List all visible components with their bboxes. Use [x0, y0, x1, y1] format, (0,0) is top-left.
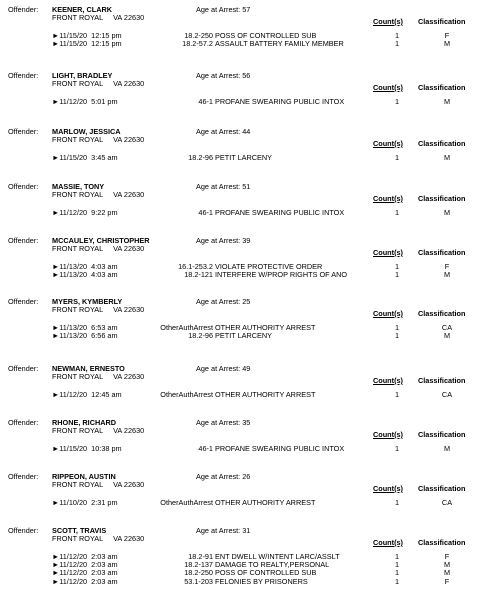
charge-count: 1	[394, 39, 400, 49]
charge-time: 4:03 am	[91, 262, 118, 271]
charge-description: INTERFERE W/PROP RIGHTS OF ANO	[215, 270, 348, 280]
age-at-arrest	[196, 183, 250, 192]
state-zip: VA 22630	[113, 79, 145, 88]
charge-statute: 18.2-57.2	[182, 39, 213, 49]
state-zip: VA 22630	[113, 534, 145, 543]
state-zip: VA 22630	[113, 480, 145, 489]
bullet-arrow-icon: ►	[52, 552, 60, 561]
charge-description: POSS OF CONTROLLED SUB	[215, 31, 317, 40]
charge-statute: 18.2-91	[188, 552, 213, 561]
offender-label: Offender:	[8, 472, 39, 481]
age-value: 49	[242, 364, 251, 373]
charge-date: 11/15/20	[59, 39, 88, 49]
age-at-arrest	[196, 419, 250, 428]
charge-count: 1	[394, 576, 400, 586]
age-label: Age at Arrest:	[196, 71, 241, 80]
charge-datetime	[52, 332, 118, 341]
charge-count: 1	[394, 331, 400, 341]
offender-address	[52, 191, 144, 200]
bullet-arrow-icon: ►	[52, 560, 60, 570]
charge-description: VIOLATE PROTECTIVE ORDER	[215, 262, 323, 271]
charge-description: ENT DWELL W/INTENT LARC/ASSLT	[215, 552, 340, 561]
offender-address	[52, 14, 144, 23]
charge-time: 4:03 am	[91, 270, 118, 280]
age-value: 35	[242, 418, 251, 427]
charge-classification: F	[444, 576, 450, 586]
offender-address	[52, 481, 144, 490]
charge-description: OTHER AUTHORITY ARREST	[215, 323, 316, 332]
charge-time: 9:22 pm	[91, 208, 118, 217]
counts-header: Count(s)	[373, 484, 403, 493]
charge-description: PETIT LARCENY	[215, 331, 273, 341]
charge-description: FELONIES BY PRISONERS	[215, 576, 308, 586]
counts-header: Count(s)	[373, 538, 403, 547]
charge-date: 11/15/20	[59, 31, 88, 40]
age-label: Age at Arrest:	[196, 297, 241, 306]
charge-datetime	[52, 445, 122, 454]
age-value: 56	[242, 71, 251, 80]
state-zip: VA 22630	[113, 372, 145, 381]
charge-statute: OtherAuthArrest	[160, 390, 213, 399]
offender-address	[52, 245, 144, 254]
offender-label: Offender:	[8, 5, 39, 14]
counts-header: Count(s)	[373, 83, 403, 92]
charge-date: 11/12/20	[59, 208, 88, 217]
charge-row	[0, 499, 487, 508]
charge-time: 12:15 pm	[91, 39, 122, 49]
charge-row	[0, 445, 487, 454]
age-at-arrest	[196, 72, 250, 81]
classification-header: Classification	[418, 376, 466, 385]
offender-address	[52, 80, 144, 89]
charge-statute: OtherAuthArrest	[160, 323, 213, 332]
charge-statute: 53.1-203	[184, 576, 213, 586]
charge-datetime	[52, 271, 118, 280]
charge-date: 11/12/20	[59, 390, 88, 399]
counts-header: Count(s)	[373, 376, 403, 385]
charge-statute: 16.1-253.2	[178, 262, 213, 271]
charge-classification: M	[443, 444, 451, 453]
city-name: FRONT ROYAL	[52, 534, 103, 543]
charge-classification: M	[443, 153, 451, 162]
offender-label: Offender:	[8, 364, 39, 373]
charge-classification: F	[444, 262, 450, 271]
bullet-arrow-icon: ►	[52, 31, 60, 40]
charge-statute: 18.2-137	[184, 560, 213, 570]
offender-label: Offender:	[8, 236, 39, 245]
charge-date: 11/13/20	[59, 262, 88, 271]
charge-date: 11/12/20	[59, 568, 88, 578]
offender-name: NEWMAN, ERNESTO	[52, 364, 125, 373]
offender-label: Offender:	[8, 127, 39, 136]
charge-datetime	[52, 578, 118, 587]
charge-count: 1	[394, 208, 400, 217]
offender-label: Offender:	[8, 526, 39, 535]
charge-count: 1	[394, 560, 400, 570]
bullet-arrow-icon: ►	[52, 323, 60, 332]
charge-classification: M	[443, 270, 451, 280]
charge-time: 12:45 am	[91, 390, 122, 399]
bullet-arrow-icon: ►	[52, 39, 60, 49]
city-name: FRONT ROYAL	[52, 305, 103, 314]
charge-description: PROFANE SWEARING PUBLIC INTOX	[215, 444, 345, 453]
charge-row	[0, 98, 487, 107]
bullet-arrow-icon: ►	[52, 444, 60, 453]
charge-statute: 18.2-121	[184, 270, 213, 280]
age-at-arrest	[196, 128, 250, 137]
charge-statute: 46-1	[198, 97, 213, 106]
classification-header: Classification	[418, 139, 466, 148]
charge-classification: M	[443, 568, 451, 578]
bullet-arrow-icon: ►	[52, 262, 60, 271]
age-at-arrest	[196, 237, 250, 246]
classification-header: Classification	[418, 248, 466, 257]
charge-statute: 18.2-250	[184, 31, 213, 40]
age-label: Age at Arrest:	[196, 5, 241, 14]
age-label: Age at Arrest:	[196, 364, 241, 373]
charge-count: 1	[394, 270, 400, 280]
charge-count: 1	[394, 262, 400, 271]
age-label: Age at Arrest:	[196, 236, 241, 245]
offender-name: LIGHT, BRADLEY	[52, 71, 113, 80]
age-value: 25	[242, 297, 251, 306]
classification-header: Classification	[418, 538, 466, 547]
charge-description: DAMAGE TO REALTY,PERSONAL	[215, 560, 330, 570]
charge-row	[0, 271, 487, 280]
offender-name: RHONE, RICHARD	[52, 418, 117, 427]
age-value: 51	[242, 182, 251, 191]
charge-description: POSS OF CONTROLLED SUB	[215, 568, 317, 578]
charge-datetime	[52, 391, 122, 400]
charge-datetime	[52, 98, 118, 107]
bullet-arrow-icon: ►	[52, 97, 60, 106]
charge-classification: M	[443, 39, 451, 49]
charge-datetime	[52, 499, 118, 508]
charge-description: PROFANE SWEARING PUBLIC INTOX	[215, 97, 345, 106]
charge-time: 6:53 am	[91, 323, 118, 332]
bullet-arrow-icon: ►	[52, 498, 60, 507]
charge-row	[0, 332, 487, 341]
state-zip: VA 22630	[113, 426, 145, 435]
age-at-arrest	[196, 298, 250, 307]
charge-date: 11/10/20	[59, 498, 88, 507]
charge-datetime	[52, 209, 118, 218]
charge-datetime	[52, 40, 122, 49]
counts-header: Count(s)	[373, 248, 403, 257]
state-zip: VA 22630	[113, 135, 145, 144]
charge-row	[0, 40, 487, 49]
bullet-arrow-icon: ►	[52, 576, 60, 586]
age-label: Age at Arrest:	[196, 526, 241, 535]
charge-classification: M	[443, 331, 451, 341]
offender-name: MCCAULEY, CHRISTOPHER	[52, 236, 150, 245]
state-zip: VA 22630	[113, 13, 145, 22]
classification-header: Classification	[418, 430, 466, 439]
charge-count: 1	[394, 568, 400, 578]
offender-label: Offender:	[8, 71, 39, 80]
charge-description: PROFANE SWEARING PUBLIC INTOX	[215, 208, 345, 217]
charge-time: 5:01 pm	[91, 97, 118, 106]
bullet-arrow-icon: ►	[52, 568, 60, 578]
offender-name: KEENER, CLARK	[52, 5, 112, 14]
charge-count: 1	[394, 97, 400, 106]
charge-date: 11/13/20	[59, 323, 88, 332]
age-label: Age at Arrest:	[196, 127, 241, 136]
charge-time: 2:31 pm	[91, 498, 118, 507]
state-zip: VA 22630	[113, 305, 145, 314]
offender-name: SCOTT, TRAVIS	[52, 526, 107, 535]
charge-statute: 18.2-96	[188, 331, 213, 341]
offender-name: MARLOW, JESSICA	[52, 127, 121, 136]
charge-classification: M	[443, 560, 451, 570]
offender-address	[52, 373, 144, 382]
charge-statute: 46-1	[198, 444, 213, 453]
city-name: FRONT ROYAL	[52, 480, 103, 489]
charge-classification: M	[443, 97, 451, 106]
offender-label: Offender:	[8, 418, 39, 427]
offender-label: Offender:	[8, 182, 39, 191]
counts-header: Count(s)	[373, 139, 403, 148]
charge-time: 2:03 am	[91, 568, 118, 578]
charge-statute: 18.2-250	[184, 568, 213, 578]
charge-date: 11/12/20	[59, 552, 88, 561]
charge-description: PETIT LARCENY	[215, 153, 273, 162]
charge-time: 6:56 am	[91, 331, 118, 341]
charge-classification: M	[443, 208, 451, 217]
offender-name: MASSIE, TONY	[52, 182, 105, 191]
classification-header: Classification	[418, 309, 466, 318]
city-name: FRONT ROYAL	[52, 135, 103, 144]
offender-name: MYERS, KYMBERLY	[52, 297, 123, 306]
counts-header: Count(s)	[373, 430, 403, 439]
charge-row	[0, 578, 487, 587]
charge-time: 2:03 am	[91, 552, 118, 561]
age-value: 44	[242, 127, 251, 136]
bullet-arrow-icon: ►	[52, 208, 60, 217]
charge-date: 11/12/20	[59, 560, 88, 570]
offender-address	[52, 427, 144, 436]
age-value: 39	[242, 236, 251, 245]
age-at-arrest	[196, 527, 250, 536]
charge-date: 11/13/20	[59, 270, 88, 280]
state-zip: VA 22630	[113, 190, 145, 199]
offender-address	[52, 306, 144, 315]
charge-row	[0, 391, 487, 400]
charge-row	[0, 209, 487, 218]
charge-time: 3:45 am	[91, 153, 118, 162]
charge-description: OTHER AUTHORITY ARREST	[215, 390, 316, 399]
age-label: Age at Arrest:	[196, 472, 241, 481]
bullet-arrow-icon: ►	[52, 331, 60, 341]
city-name: FRONT ROYAL	[52, 372, 103, 381]
charge-classification: F	[444, 552, 450, 561]
charge-classification: CA	[441, 390, 453, 399]
offender-label: Offender:	[8, 297, 39, 306]
charge-count: 1	[394, 323, 400, 332]
offender-name: RIPPEON, AUSTIN	[52, 472, 116, 481]
charge-time: 12:15 pm	[91, 31, 122, 40]
charge-count: 1	[394, 498, 400, 507]
age-value: 26	[242, 472, 251, 481]
charge-classification: CA	[441, 323, 453, 332]
charge-time: 2:03 am	[91, 560, 118, 570]
city-name: FRONT ROYAL	[52, 426, 103, 435]
classification-header: Classification	[418, 484, 466, 493]
charge-time: 10:38 pm	[91, 444, 122, 453]
charge-statute: 18.2-96	[188, 153, 213, 162]
charge-datetime	[52, 154, 118, 163]
charge-date: 11/12/20	[59, 97, 88, 106]
offender-address	[52, 535, 144, 544]
age-value: 31	[242, 526, 251, 535]
charge-date: 11/13/20	[59, 331, 88, 341]
city-name: FRONT ROYAL	[52, 190, 103, 199]
classification-header: Classification	[418, 83, 466, 92]
city-name: FRONT ROYAL	[52, 79, 103, 88]
city-name: FRONT ROYAL	[52, 244, 103, 253]
city-name: FRONT ROYAL	[52, 13, 103, 22]
charge-count: 1	[394, 444, 400, 453]
charge-row	[0, 154, 487, 163]
charge-statute: OtherAuthArrest	[160, 498, 213, 507]
classification-header: Classification	[418, 194, 466, 203]
bullet-arrow-icon: ►	[52, 153, 60, 162]
charge-date: 11/15/20	[59, 153, 88, 162]
charge-count: 1	[394, 552, 400, 561]
charge-time: 2:03 am	[91, 576, 118, 586]
state-zip: VA 22630	[113, 244, 145, 253]
charge-count: 1	[394, 390, 400, 399]
charge-date: 11/15/20	[59, 444, 88, 453]
charge-classification: F	[444, 31, 450, 40]
classification-header: Classification	[418, 17, 466, 26]
offender-address	[52, 136, 144, 145]
counts-header: Count(s)	[373, 194, 403, 203]
counts-header: Count(s)	[373, 309, 403, 318]
charge-count: 1	[394, 31, 400, 40]
counts-header: Count(s)	[373, 17, 403, 26]
charge-count: 1	[394, 153, 400, 162]
age-value: 57	[242, 5, 251, 14]
age-label: Age at Arrest:	[196, 182, 241, 191]
charge-statute: 46-1	[198, 208, 213, 217]
age-at-arrest	[196, 473, 250, 482]
charge-description: ASSAULT BATTERY FAMILY MEMBER	[215, 39, 344, 49]
age-at-arrest	[196, 6, 250, 15]
bullet-arrow-icon: ►	[52, 270, 60, 280]
charge-classification: CA	[441, 498, 453, 507]
charge-date: 11/12/20	[59, 576, 88, 586]
age-at-arrest	[196, 365, 250, 374]
bullet-arrow-icon: ►	[52, 390, 60, 399]
age-label: Age at Arrest:	[196, 418, 241, 427]
charge-description: OTHER AUTHORITY ARREST	[215, 498, 316, 507]
